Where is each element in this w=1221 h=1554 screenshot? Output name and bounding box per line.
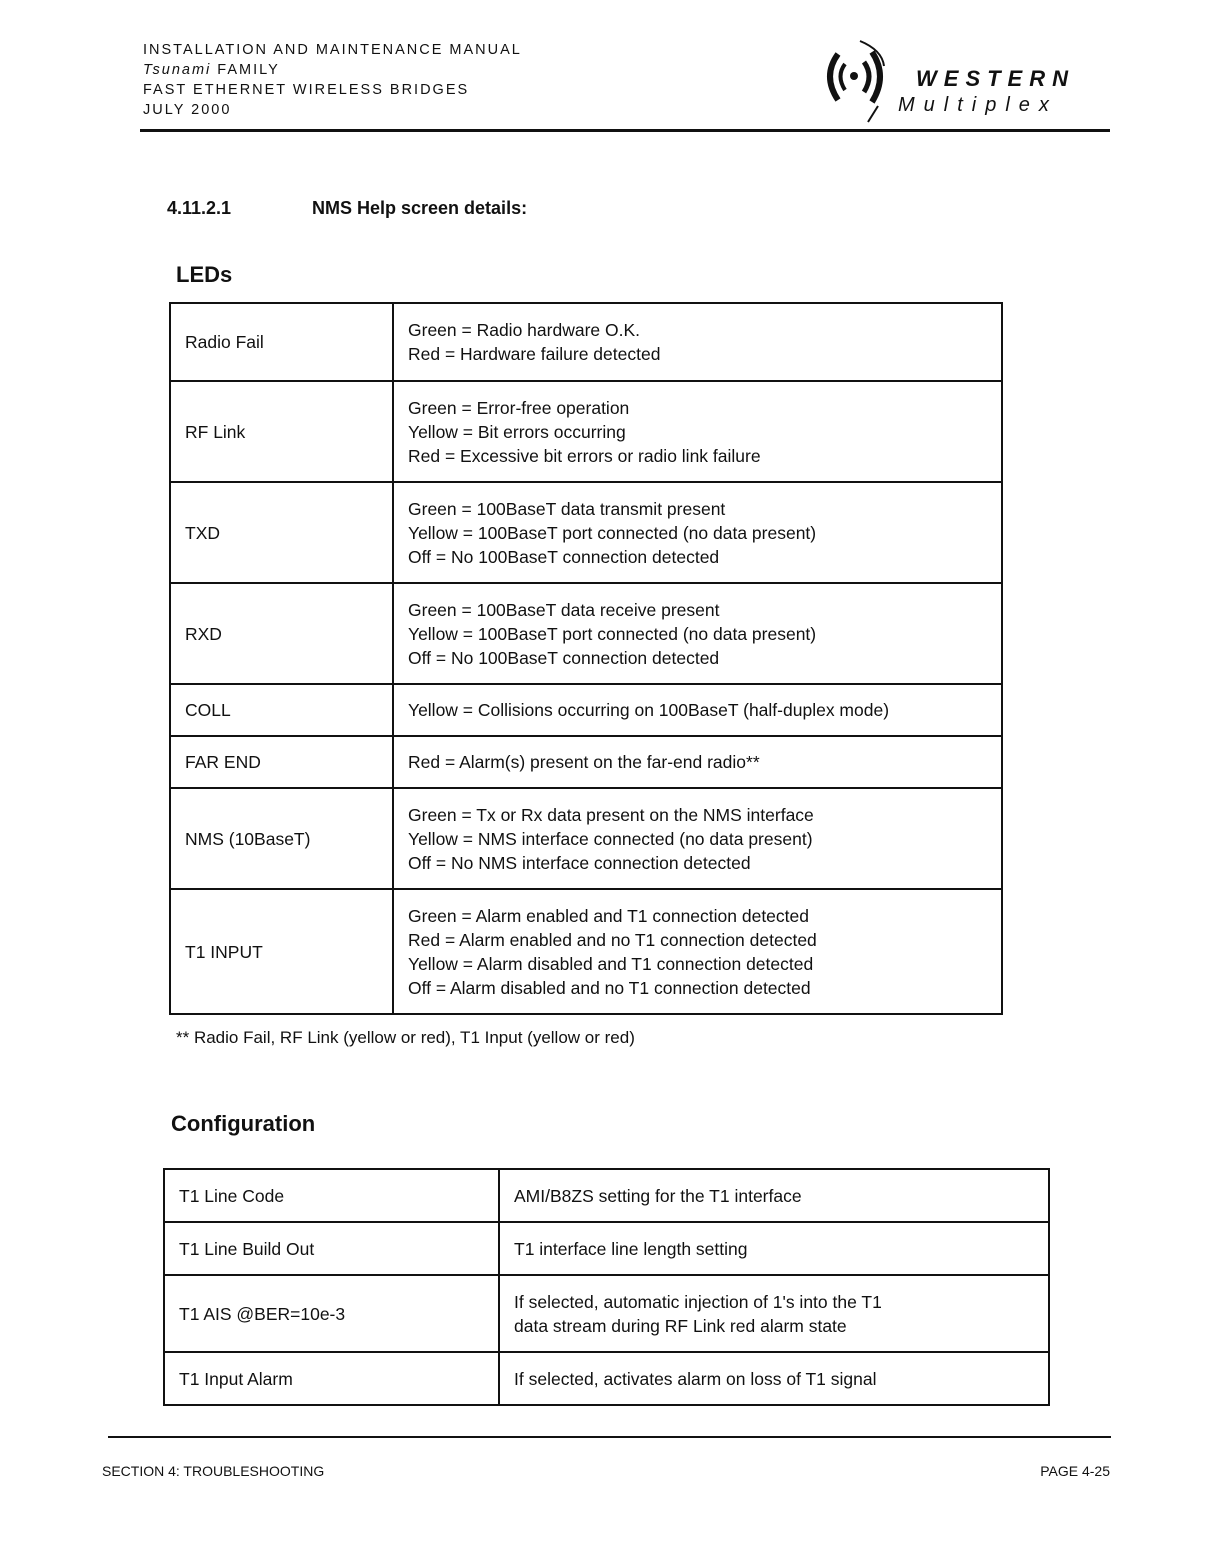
row-description	[499, 1352, 1049, 1405]
footer-page-number: PAGE 4-25	[1040, 1463, 1110, 1479]
description-line: Red = Alarm(s) present on the far-end radio**	[408, 752, 760, 772]
description-line: Green = 100BaseT data transmit present	[408, 498, 726, 519]
table-row	[164, 1169, 1049, 1222]
logo-word-western: WESTERN	[916, 66, 1075, 91]
description-line: Yellow = 100BaseT port connected (no data present)	[408, 522, 817, 543]
table-row	[164, 1352, 1049, 1405]
table-row	[170, 482, 1002, 583]
footer-section: SECTION 4: TROUBLESHOOTING	[102, 1463, 325, 1479]
description-line: Red = Excessive bit errors or radio link failure	[408, 445, 761, 466]
radio-wave-logo-icon	[820, 36, 900, 126]
description-line: data stream during RF Link red alarm state	[514, 1315, 847, 1336]
manual-header	[143, 40, 522, 120]
header-line-2	[143, 60, 522, 80]
description-line: Yellow = 100BaseT port connected (no data present)	[408, 623, 817, 644]
description-line: Green = Error-free operation	[408, 397, 630, 418]
row-description	[393, 482, 1002, 583]
header-rule	[140, 129, 1110, 132]
table-row	[170, 381, 1002, 482]
header-family: FAMILY	[211, 62, 280, 78]
table-row	[170, 684, 1002, 736]
leds-heading: LEDs	[176, 262, 233, 287]
description-line: Yellow = Collisions occurring on 100BaseT (half-duplex mode)	[408, 700, 890, 720]
leds-table-body	[170, 303, 1002, 1014]
row-description	[393, 889, 1002, 1014]
description-line: If selected, automatic injection of 1's into the T1	[514, 1291, 882, 1312]
configuration-table-body	[164, 1169, 1049, 1405]
row-label: T1 Line Build Out	[164, 1222, 499, 1275]
description-line: Off = Alarm disabled and no T1 connection detected	[408, 977, 811, 998]
row-label: RF Link	[170, 381, 393, 482]
row-label: TXD	[170, 482, 393, 583]
row-label: T1 Input Alarm	[164, 1352, 499, 1405]
row-description	[393, 736, 1002, 788]
row-label: FAR END	[170, 736, 393, 788]
description-line: Off = No 100BaseT connection detected	[408, 546, 720, 567]
leds-footnote: ** Radio Fail, RF Link (yellow or red), T1 Input (yellow or red)	[176, 1028, 635, 1047]
description-line: AMI/B8ZS setting for the T1 interface	[514, 1185, 802, 1206]
description-line: T1 interface line length setting	[514, 1238, 748, 1259]
leds-table	[169, 302, 1003, 1015]
description-line: Off = No NMS interface connection detected	[408, 852, 751, 873]
row-label: T1 AIS @BER=10e-3	[164, 1275, 499, 1352]
row-description	[499, 1169, 1049, 1222]
row-label: RXD	[170, 583, 393, 684]
table-row	[164, 1275, 1049, 1352]
row-description	[393, 684, 1002, 736]
description-line: Red = Hardware failure detected	[408, 344, 661, 364]
table-row	[170, 736, 1002, 788]
row-label: T1 INPUT	[170, 889, 393, 1014]
header-line-3: FAST ETHERNET WIRELESS BRIDGES	[143, 82, 470, 98]
description-line: Yellow = Bit errors occurring	[408, 421, 626, 442]
configuration-heading: Configuration	[171, 1111, 316, 1136]
description-line: If selected, activates alarm on loss of T1 signal	[514, 1368, 877, 1389]
header-line-1: INSTALLATION AND MAINTENANCE MANUAL	[143, 42, 522, 58]
description-line: Red = Alarm enabled and no T1 connection detected	[408, 929, 817, 950]
description-line: Off = No 100BaseT connection detected	[408, 647, 720, 668]
row-description	[393, 788, 1002, 889]
header-brand-italic: Tsunami	[143, 62, 212, 78]
table-row	[170, 303, 1002, 381]
row-label: NMS (10BaseT)	[170, 788, 393, 889]
section-number: 4.11.2.1	[167, 198, 232, 218]
table-row	[170, 788, 1002, 889]
row-description	[393, 583, 1002, 684]
section-title: NMS Help screen details:	[312, 198, 528, 218]
description-line: Yellow = Alarm disabled and T1 connection detected	[408, 953, 814, 974]
description-line: Green = Radio hardware O.K.	[408, 320, 640, 340]
configuration-table	[163, 1168, 1050, 1406]
header-line-4: JULY 2000	[143, 102, 232, 118]
description-line: Green = Tx or Rx data present on the NMS interface	[408, 804, 814, 825]
row-label: T1 Line Code	[164, 1169, 499, 1222]
logo-word-multiplex: Multiplex	[898, 94, 1058, 116]
description-line: Green = Alarm enabled and T1 connection detected	[408, 905, 809, 926]
row-label: Radio Fail	[170, 303, 393, 381]
company-logo	[820, 36, 1110, 126]
row-description	[393, 381, 1002, 482]
table-row	[164, 1222, 1049, 1275]
table-row	[170, 583, 1002, 684]
table-row	[170, 889, 1002, 1014]
row-description	[499, 1275, 1049, 1352]
description-line: Yellow = NMS interface connected (no data present)	[408, 828, 813, 849]
row-description	[499, 1222, 1049, 1275]
footer-rule	[108, 1436, 1111, 1438]
row-label: COLL	[170, 684, 393, 736]
row-description	[393, 303, 1002, 381]
description-line: Green = 100BaseT data receive present	[408, 599, 720, 620]
